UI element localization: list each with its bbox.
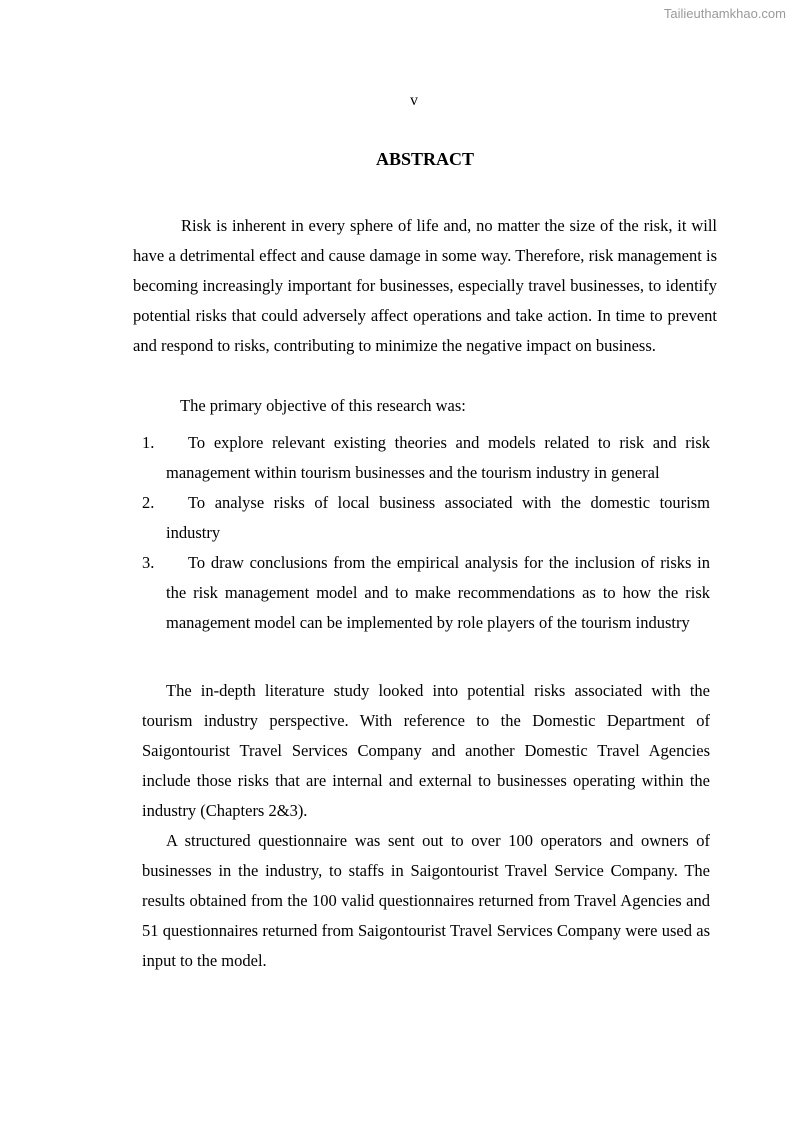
list-text: To draw conclusions from the empirical analysis for the inclusion of risks in the risk management model and to make recommendations as to how the risk management model can be implemented by role players of the tourism industry [166, 553, 710, 632]
questionnaire-paragraph: A structured questionnaire was sent out to over 100 operators and owners of businesses in the industry, to staffs in Saigontourist Travel Service Company. The results obtained from the 100 valid questionnaires returned from Travel Agencies and 51 questionnaires returned from Saigontourist Travel Services Company were used as input to the model. [142, 831, 710, 970]
list-number: 1. [142, 433, 155, 452]
list-item [133, 548, 710, 638]
objectives-list [133, 428, 710, 638]
literature-paragraph: The in-depth literature study looked into potential risks associated with the tourism industry perspective. With reference to the Domestic Department of Saigontourist Travel Services Company and another Domestic Travel Agencies include those risks that are internal and external to businesses operating within the industry (Chapters 2&3). [142, 681, 710, 820]
intro-text: Risk is inherent in every sphere of life and, no matter the size of the risk, it will have a detrimental effect and cause damage in some way. Therefore, risk management is becoming increasingly important for businesses, especially travel businesses, to identify potential risks that could adversely affect operations and take action. In time to prevent and respond to risks, contributing to minimize the negative impact on business. [133, 216, 717, 355]
list-item [133, 488, 710, 548]
list-number: 3. [142, 553, 155, 572]
objective-lead: The primary objective of this research was: [180, 396, 466, 415]
list-text: To explore relevant existing theories and models related to risk and risk management within tourism businesses and the tourism industry in general [166, 433, 710, 482]
watermark: Tailieuthamkhao.com [663, 6, 786, 21]
intro-paragraph [133, 211, 717, 361]
page-title: ABSTRACT [375, 149, 475, 169]
list-text: To analyse risks of local business associated with the domestic tourism industry [166, 493, 710, 542]
list-item [133, 428, 710, 488]
list-number: 2. [142, 493, 155, 512]
page-number: v [410, 92, 418, 109]
